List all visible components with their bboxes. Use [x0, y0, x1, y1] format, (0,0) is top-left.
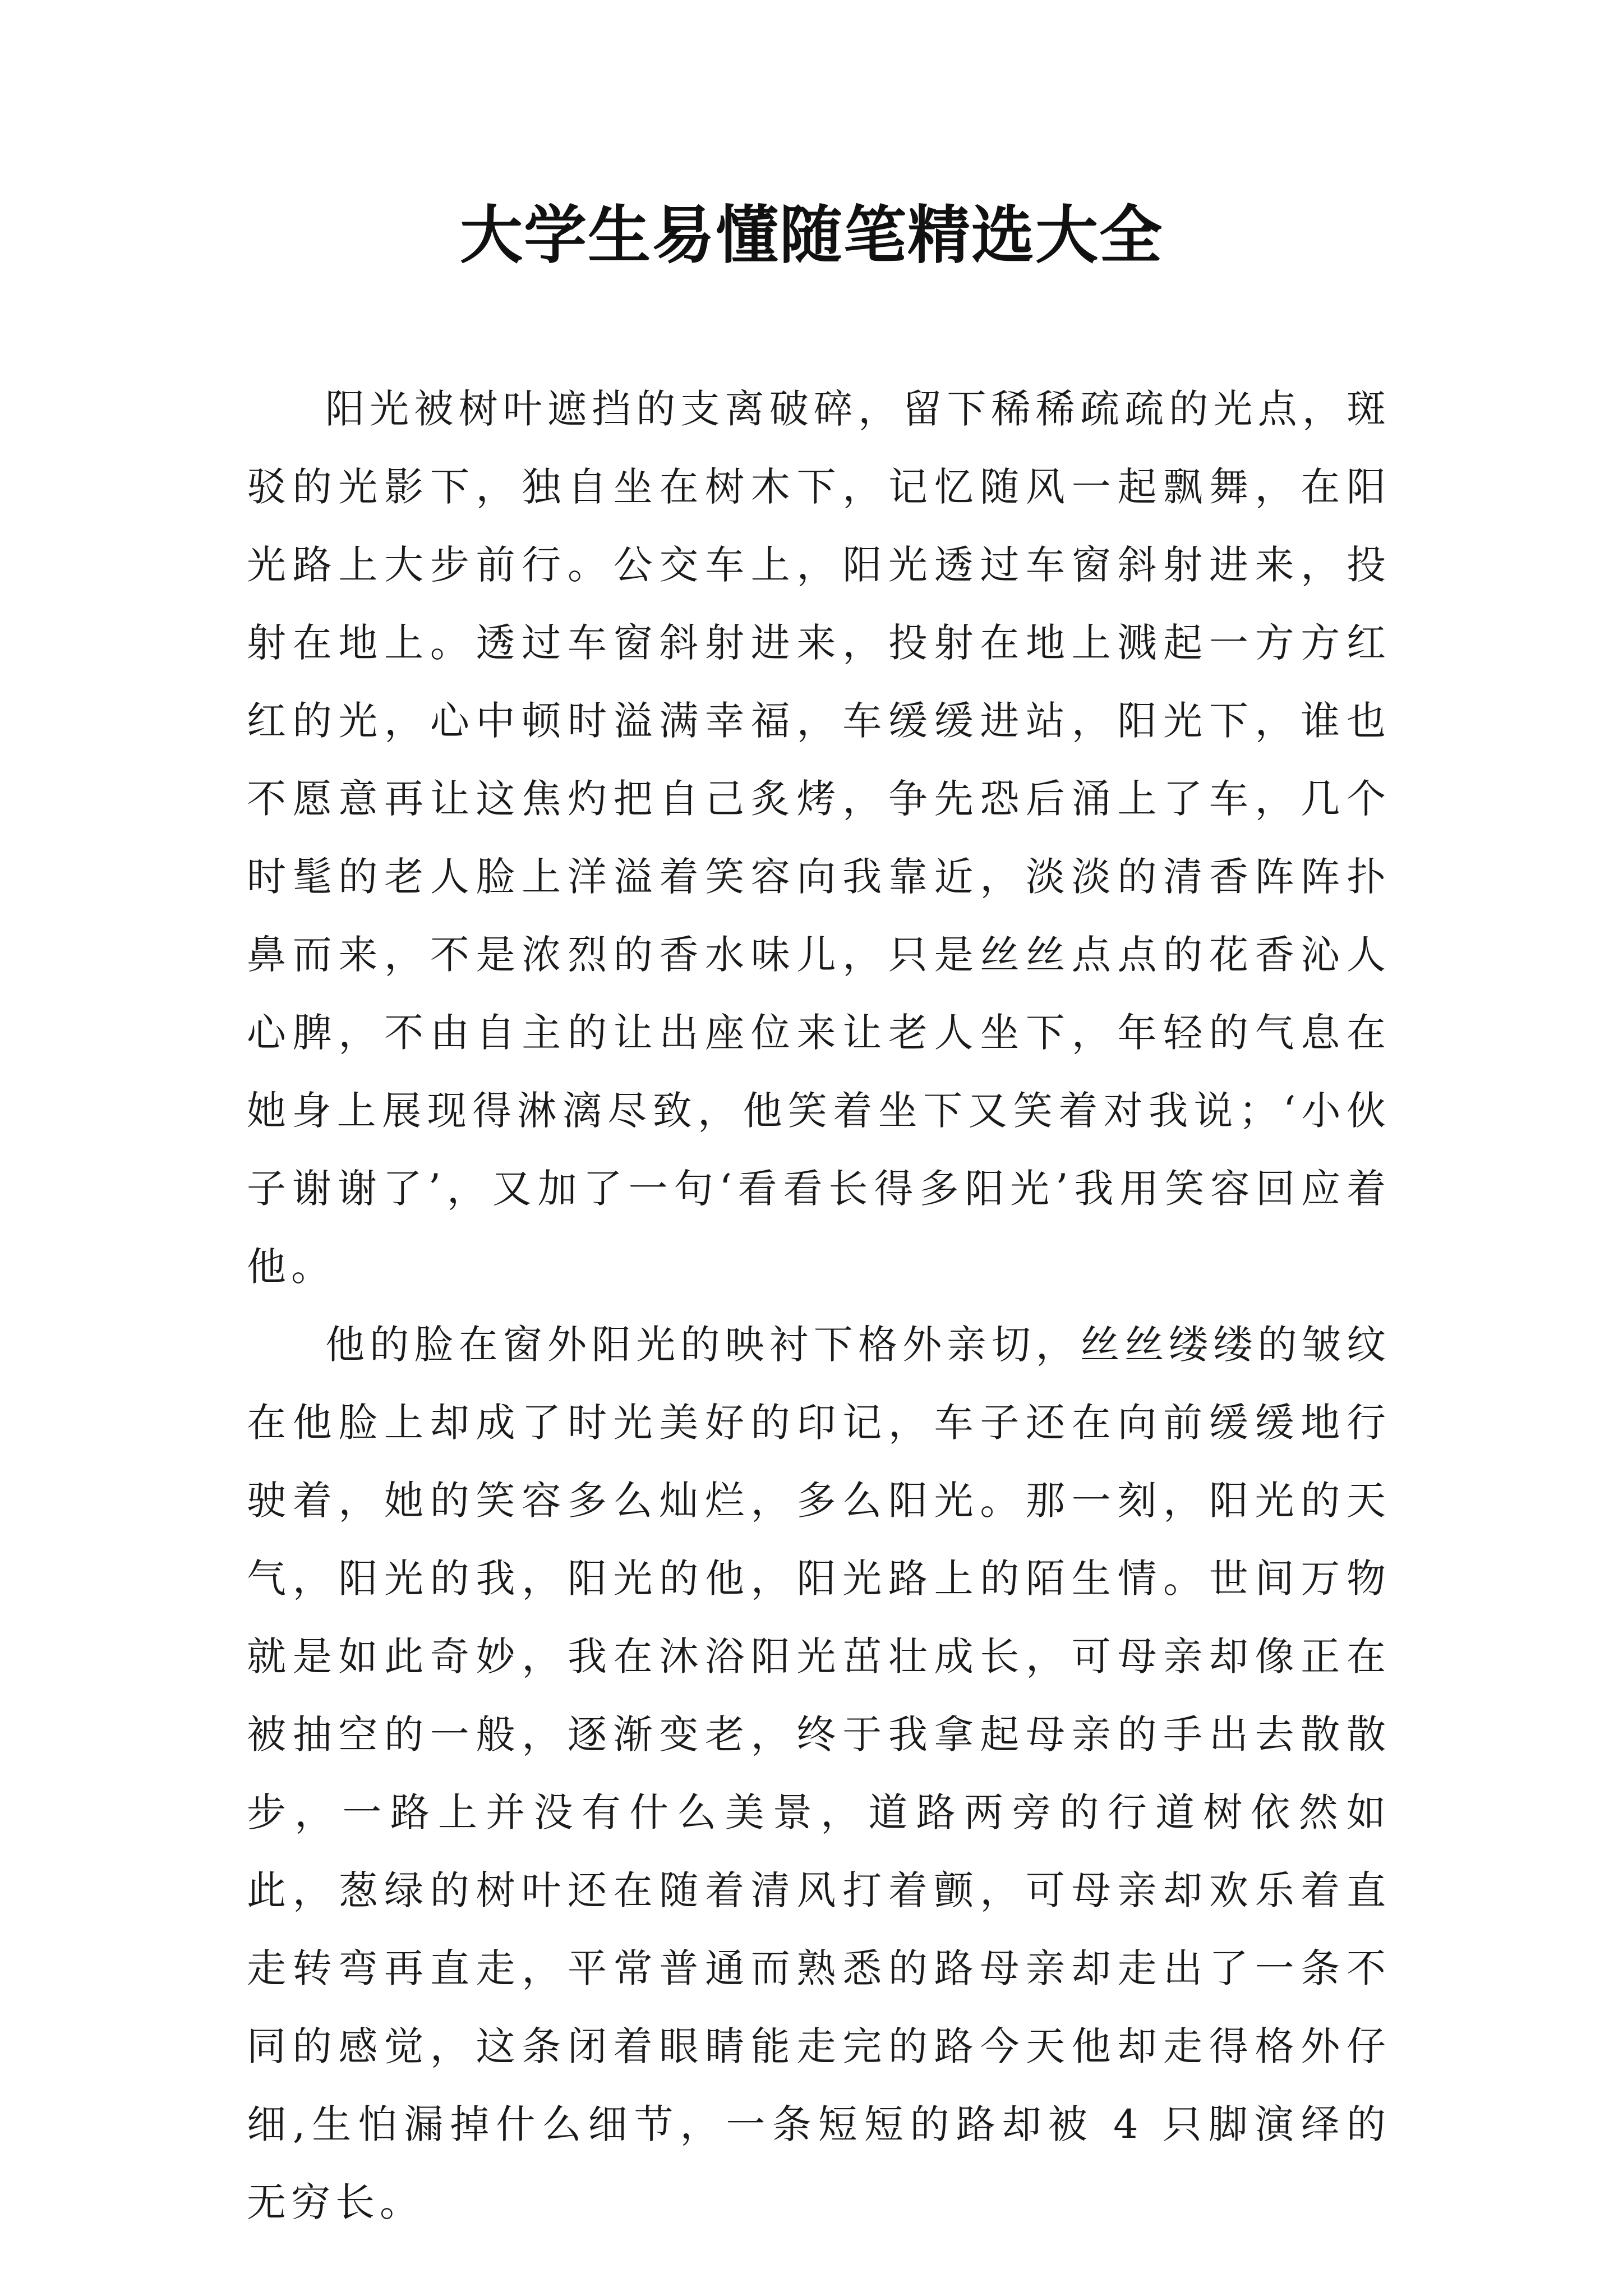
- document-title: 大学生易懂随笔精选大全: [460, 199, 1163, 272]
- paragraph: 他的脸在窗外阳光的映衬下格外亲切，丝丝缕缕的皱纹在他脸上却成了时光美好的印记，车子还在向前缓缓地行驶着，她的笑容多么灿烂，多么阳光。那一刻，阳光的天气，阳光的我，阳光的他，阳光路上的陌生情。世间万物就是如此奇妙，我在沐浴阳光茁壮成长，可母亲却像正在被抽空的一般，逐渐变老，终于我拿起母亲的手出去散散步，一路上并没有什么美景，道路两旁的行道树依然如此，葱绿的树叶还在随着清风打着颤，可母亲却欢乐着直走转弯再直走，平常普通而熟悉的路母亲却走出了一条不同的感觉，这条闭着眼睛能走完的路今天他却走得格外仔细,生怕漏掉什么细节，一条短短的路却被 4 只脚演绎的无穷长。: [247, 1322, 1391, 2225]
- document-body: [247, 370, 1391, 2242]
- paragraph: 阳光被树叶遮挡的支离破碎，留下稀稀疏疏的光点，斑驳的光影下，独自坐在树木下，记忆随风一起飘舞，在阳光路上大步前行。公交车上，阳光透过车窗斜射进来，投射在地上。透过车窗斜射进来，投射在地上溅起一方方红红的光，心中顿时溢满幸福，车缓缓进站，阳光下，谁也不愿意再让这焦灼把自己炙烤，争先恐后涌上了车，几个时髦的老人脸上洋溢着笑容向我靠近，淡淡的清香阵阵扑鼻而来，不是浓烈的香水味儿，只是丝丝点点的花香沁人心脾，不由自主的让出座位来让老人坐下，年轻的气息在她身上展现得淋漓尽致，他笑着坐下又笑着对我说；‘小伙子谢谢了’，又加了一句‘看看长得多阳光’我用笑容回应着他。: [247, 386, 1391, 1290]
